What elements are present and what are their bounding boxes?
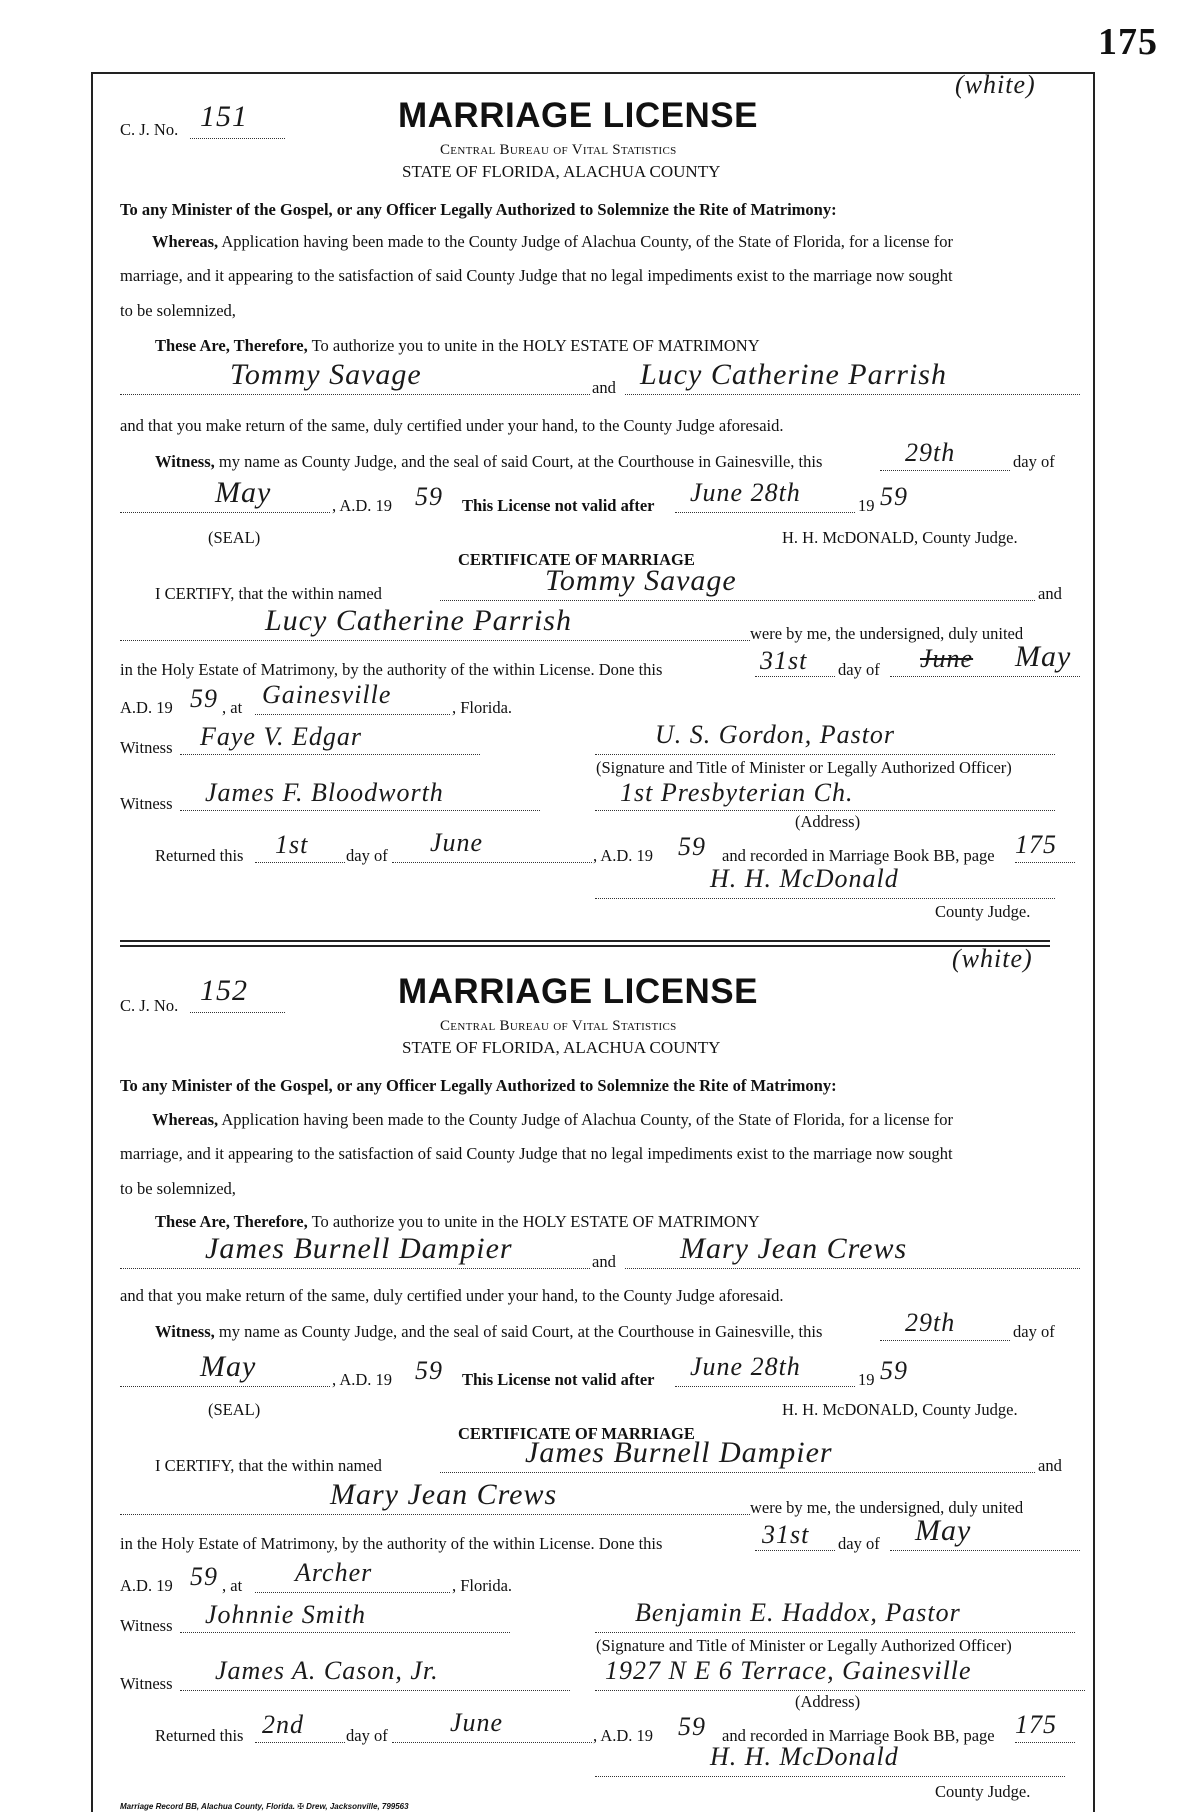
cert-groom: James Burnell Dampier <box>525 1436 833 1469</box>
address-caption: (Address) <box>795 1692 861 1711</box>
not-valid-label: This License not valid after <box>462 1370 655 1389</box>
whereas-line-1: Whereas, Application having been made to the County Judge of Alachua County, of the State of Florida, for a license for <box>152 232 953 251</box>
whereas-line-1: Whereas, Application having been made to the County Judge of Alachua County, of the State of Florida, for a license for <box>152 1110 953 1129</box>
officiant-address: 1927 N E 6 Terrace, Gainesville <box>605 1656 972 1685</box>
bride-name: Mary Jean Crews <box>680 1232 908 1265</box>
these-are-line: These Are, Therefore, To authorize you to unite in the HOLY ESTATE OF MATRIMONY <box>155 1212 760 1231</box>
recorded-label: and recorded in Marriage Book BB, page <box>722 846 995 865</box>
witness-1-label: Witness <box>120 738 173 757</box>
license-title: MARRIAGE LICENSE <box>398 972 758 1011</box>
were-by-label: were by me, the undersigned, duly united <box>750 1498 1024 1517</box>
officiant-signature: Benjamin E. Haddox, Pastor <box>635 1598 961 1627</box>
returned-day: 1st <box>275 830 309 859</box>
florida-label: , Florida. <box>452 698 513 717</box>
returned-day-of-label: day of <box>346 1726 388 1745</box>
married-day: 31st <box>760 646 808 675</box>
bureau-subtitle: Central Bureau of Vital Statistics <box>440 142 677 158</box>
state-county-line: STATE OF FLORIDA, ALACHUA COUNTY <box>402 162 721 181</box>
whereas-line-2: marriage, and it appearing to the satisfaction of said County Judge that no legal impediments exist to the marriage now sought <box>120 1144 953 1163</box>
were-by-label: were by me, the undersigned, duly united <box>750 624 1024 643</box>
return-line: and that you make return of the same, duly certified under your hand, to the County Judge aforesaid. <box>120 416 784 435</box>
valid-until: June 28th <box>690 478 801 507</box>
certify-label: I CERTIFY, that the within named <box>155 584 382 603</box>
married-day-of-label: day of <box>838 660 880 679</box>
witness-2-label: Witness <box>120 1674 173 1693</box>
cj-number: 152 <box>200 974 248 1007</box>
witness-clause: Witness, my name as County Judge, and the seal of said Court, at the Courthouse in Gainesville, this <box>155 452 823 471</box>
at-label: , at <box>222 698 243 717</box>
returned-label: Returned this <box>155 846 244 865</box>
marriage-place: Archer <box>295 1558 373 1587</box>
return-line: and that you make return of the same, duly certified under your hand, to the County Judge aforesaid. <box>120 1286 784 1305</box>
married-year: 59 <box>190 1562 218 1591</box>
ad2-label: A.D. 19 <box>120 698 173 717</box>
address-line: To any Minister of the Gospel, or any Officer Legally Authorized to Solemnize the Rite of Matrimony: <box>120 1076 837 1095</box>
seal-label: (SEAL) <box>208 528 261 547</box>
printer-footer: Marriage Record BB, Alachua County, Florida. ✠ Drew, Jacksonville, 799563 <box>120 1802 409 1811</box>
cert-bride: Lucy Catherine Parrish <box>265 604 572 637</box>
witness-1: Faye V. Edgar <box>200 722 362 751</box>
license-month: May <box>200 1350 257 1383</box>
day-of-label: day of <box>1013 452 1055 471</box>
county-judge-label: County Judge. <box>935 902 1031 921</box>
ad3-label: , A.D. 19 <box>593 846 654 865</box>
returned-year: 59 <box>678 1712 706 1741</box>
certificate-title: CERTIFICATE OF MARRIAGE <box>458 1424 695 1443</box>
license-year: 59 <box>415 482 443 511</box>
witness-2: James F. Bloodworth <box>205 778 444 807</box>
ad-label: , A.D. 19 <box>332 1370 393 1389</box>
page-number: 175 <box>1098 21 1158 63</box>
florida-label: , Florida. <box>452 1576 513 1595</box>
judge-signature: H. H. McDonald <box>710 1742 899 1771</box>
witness-clause: Witness, my name as County Judge, and the seal of said Court, at the Courthouse in Gainesville, this <box>155 1322 823 1341</box>
judge-name: H. H. McDONALD, County Judge. <box>782 1400 1018 1419</box>
groom-name: Tommy Savage <box>230 358 422 391</box>
ad3-label: , A.D. 19 <box>593 1726 654 1745</box>
certificate-title: CERTIFICATE OF MARRIAGE <box>458 550 695 569</box>
holy-estate-line: in the Holy Estate of Matrimony, by the authority of the within License. Done this <box>120 1534 663 1553</box>
county-judge-label: County Judge. <box>935 1782 1031 1801</box>
returned-year: 59 <box>678 832 706 861</box>
cert-bride: Mary Jean Crews <box>330 1478 558 1511</box>
and-label: and <box>592 1252 616 1271</box>
valid-year: 59 <box>880 1356 908 1385</box>
ad-label: , A.D. 19 <box>332 496 393 515</box>
valid-until: June 28th <box>690 1352 801 1381</box>
nineteen-label: 19 <box>858 496 875 515</box>
record-page: 175 <box>1015 830 1057 859</box>
race-note: (white) <box>955 70 1036 99</box>
valid-year: 59 <box>880 482 908 511</box>
state-county-line: STATE OF FLORIDA, ALACHUA COUNTY <box>402 1038 721 1057</box>
seal-label: (SEAL) <box>208 1400 261 1419</box>
returned-day: 2nd <box>262 1710 304 1739</box>
bride-name: Lucy Catherine Parrish <box>640 358 947 391</box>
judge-signature: H. H. McDonald <box>710 864 899 893</box>
certify-label: I CERTIFY, that the within named <box>155 1456 382 1475</box>
groom-name: James Burnell Dampier <box>205 1232 513 1265</box>
returned-day-of-label: day of <box>346 846 388 865</box>
cj-label: C. J. No. <box>120 996 179 1015</box>
married-day-of-label: day of <box>838 1534 880 1553</box>
returned-label: Returned this <box>155 1726 244 1745</box>
witness-2-label: Witness <box>120 794 173 813</box>
not-valid-label: This License not valid after <box>462 496 655 515</box>
returned-month: June <box>430 828 484 857</box>
cert-and-label: and <box>1038 1456 1062 1475</box>
cert-and-label: and <box>1038 584 1062 603</box>
address-caption: (Address) <box>795 812 861 831</box>
these-are-line: These Are, Therefore, To authorize you to unite in the HOLY ESTATE OF MATRIMONY <box>155 336 760 355</box>
married-month-struck: June <box>920 644 974 673</box>
bureau-subtitle: Central Bureau of Vital Statistics <box>440 1018 677 1034</box>
officiant-signature: U. S. Gordon, Pastor <box>655 720 896 749</box>
race-note: (white) <box>952 944 1033 973</box>
ad2-label: A.D. 19 <box>120 1576 173 1595</box>
at-label: , at <box>222 1576 243 1595</box>
day-of-label: day of <box>1013 1322 1055 1341</box>
recorded-label: and recorded in Marriage Book BB, page <box>722 1726 995 1745</box>
and-label: and <box>592 378 616 397</box>
cj-number: 151 <box>200 100 248 133</box>
officiant-address: 1st Presbyterian Ch. <box>620 778 854 807</box>
license-day: 29th <box>905 438 956 467</box>
judge-name: H. H. McDONALD, County Judge. <box>782 528 1018 547</box>
married-day: 31st <box>762 1520 810 1549</box>
witness-2: James A. Cason, Jr. <box>215 1656 439 1685</box>
address-line: To any Minister of the Gospel, or any Officer Legally Authorized to Solemnize the Rite of Matrimony: <box>120 200 837 219</box>
cert-groom: Tommy Savage <box>545 564 737 597</box>
nineteen-label: 19 <box>858 1370 875 1389</box>
witness-1-label: Witness <box>120 1616 173 1635</box>
whereas-line-3: to be solemnized, <box>120 1179 236 1198</box>
license-title: MARRIAGE LICENSE <box>398 96 758 135</box>
married-month: May <box>915 1514 972 1547</box>
signature-caption: (Signature and Title of Minister or Legally Authorized Officer) <box>596 1636 1012 1655</box>
married-month: May <box>1015 640 1072 673</box>
license-day: 29th <box>905 1308 956 1337</box>
record-page: 175 <box>1015 1710 1057 1739</box>
married-year: 59 <box>190 684 218 713</box>
marriage-place: Gainesville <box>262 680 392 709</box>
whereas-line-3: to be solemnized, <box>120 301 236 320</box>
license-year: 59 <box>415 1356 443 1385</box>
signature-caption: (Signature and Title of Minister or Legally Authorized Officer) <box>596 758 1012 777</box>
witness-1: Johnnie Smith <box>205 1600 367 1629</box>
returned-month: June <box>450 1708 504 1737</box>
license-month: May <box>215 476 272 509</box>
holy-estate-line: in the Holy Estate of Matrimony, by the authority of the within License. Done this <box>120 660 663 679</box>
cj-label: C. J. No. <box>120 120 179 139</box>
whereas-line-2: marriage, and it appearing to the satisfaction of said County Judge that no legal impediments exist to the marriage now sought <box>120 266 953 285</box>
